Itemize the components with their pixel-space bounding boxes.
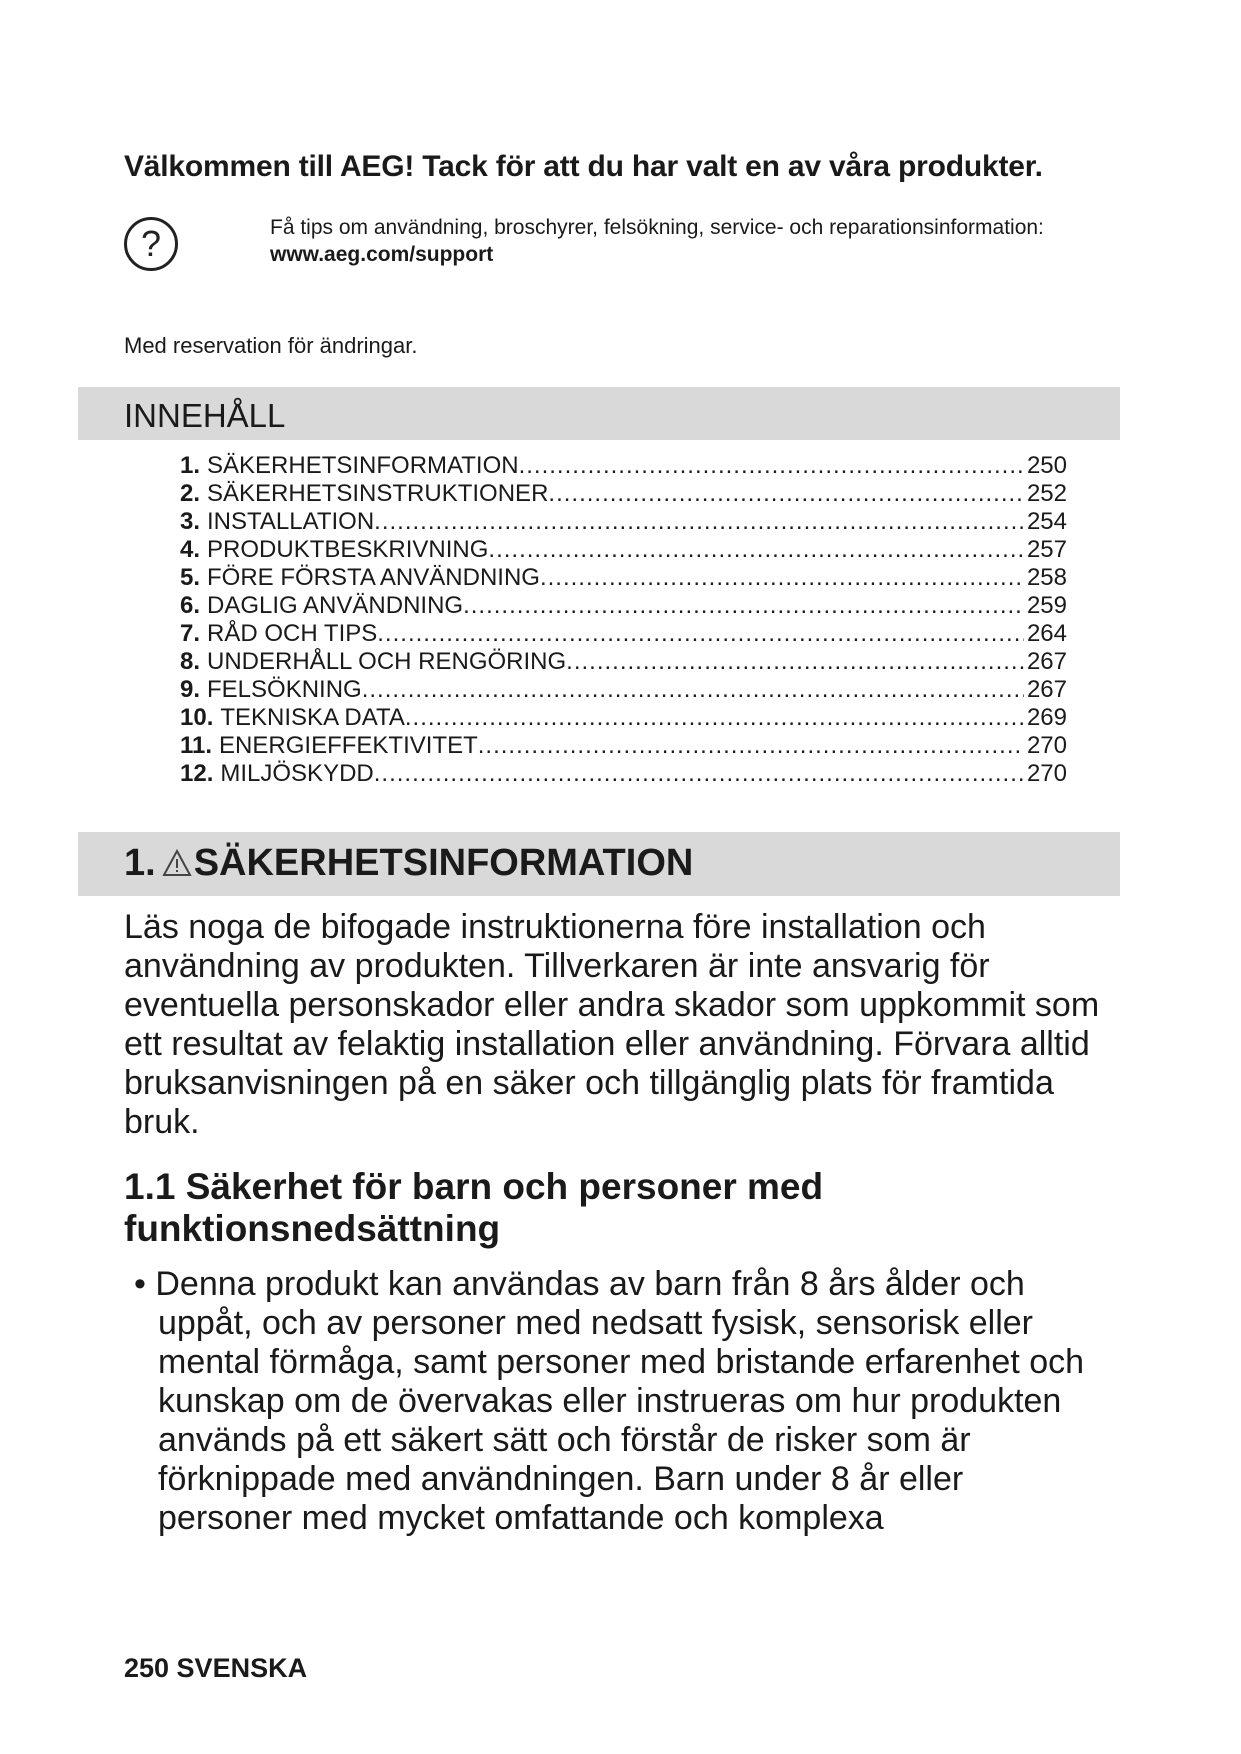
toc-item[interactable] (180, 676, 1067, 704)
toc-item-page: 250 (1026, 452, 1067, 479)
table-of-contents (180, 452, 1067, 788)
toc-item-label: RÅD OCH TIPS (207, 620, 378, 647)
toc-item[interactable] (180, 620, 1067, 648)
toc-item-label: INSTALLATION (207, 508, 375, 535)
page-footer: 250 SVENSKA (124, 1653, 308, 1683)
support-link[interactable]: www.aeg.com/support (270, 243, 494, 266)
toc-item[interactable] (180, 704, 1067, 732)
section-number: 1. (124, 842, 156, 884)
toc-leader-dots (463, 592, 1024, 620)
warning-triangle-icon (162, 844, 192, 887)
toc-item-number: 5. (180, 564, 201, 591)
toc-item-number: 7. (180, 620, 201, 647)
toc-item-page: 252 (1026, 480, 1067, 507)
intro-paragraph: Läs noga de bifogade instruktionerna före installation och användning av produkten. Tillverkaren är inte ansvarig för eventuella personskador eller andra skador som uppkommit som ett resultat av felaktig installation eller användning. Förvara alltid bruksanvisningen på en säker och tillgänglig plats för framtida bruk. (124, 908, 1100, 1141)
toc-item[interactable] (180, 648, 1067, 676)
toc-leader-dots (566, 648, 1024, 676)
toc-leader-dots (478, 732, 1024, 760)
toc-item-number: 11. (180, 732, 213, 759)
toc-item-page: 267 (1026, 648, 1067, 675)
question-circle-icon: ? (124, 217, 178, 271)
toc-leader-dots (405, 704, 1024, 732)
toc-item-number: 1. (180, 452, 201, 479)
toc-item-page: 270 (1026, 732, 1067, 759)
toc-item-label: SÄKERHETSINSTRUKTIONER (207, 480, 549, 507)
toc-item[interactable] (180, 564, 1067, 592)
support-info (270, 214, 1044, 268)
toc-item[interactable] (180, 508, 1067, 536)
toc-item[interactable] (180, 732, 1067, 760)
disclaimer: Med reservation för ändringar. (124, 333, 418, 358)
toc-item-page: 267 (1026, 676, 1067, 703)
toc-item-number: 3. (180, 508, 201, 535)
toc-leader-dots (377, 620, 1024, 648)
toc-item-label: FELSÖKNING (207, 676, 362, 703)
section-title (124, 842, 693, 887)
toc-item-number: 9. (180, 676, 201, 703)
bullet-item: • Denna produkt kan användas av barn från 8 års ålder och uppåt, och av personer med nedsatt fysisk, sensorisk eller mental förmåga, samt personer med bristande erfarenhet och kunskap om de övervakas eller instrueras om hur produkten används på ett säkert sätt och förstår de risker som är förknippade med användningen. Barn under 8 år eller personer med mycket omfattande och komplexa (134, 1265, 1085, 1537)
toc-item-number: 8. (180, 648, 201, 675)
toc-item-number: 12. (180, 760, 214, 787)
toc-item[interactable] (180, 592, 1067, 620)
toc-item-label: ENERGIEFFEKTIVITET (219, 732, 478, 759)
toc-item[interactable] (180, 536, 1067, 564)
toc-leader-dots (548, 480, 1024, 508)
toc-item-page: 258 (1026, 564, 1067, 591)
toc-item-label: MILJÖSKYDD (220, 760, 374, 787)
toc-leader-dots (488, 536, 1024, 564)
subsection-title: 1.1 Säkerhet för barn och personer med funktionsnedsättning (124, 1166, 824, 1249)
toc-leader-dots (374, 508, 1024, 536)
toc-item[interactable] (180, 452, 1067, 480)
toc-item-number: 6. (180, 592, 201, 619)
toc-item-page: 269 (1026, 704, 1067, 731)
toc-item-page: 264 (1026, 620, 1067, 647)
toc-leader-dots (519, 452, 1024, 480)
toc-item-label: DAGLIG ANVÄNDNING (207, 592, 464, 619)
toc-item-number: 2. (180, 480, 201, 507)
toc-item-page: 259 (1026, 592, 1067, 619)
welcome-heading: Välkommen till AEG! Tack för att du har valt en av våra produkter. (124, 150, 1043, 183)
toc-item-number: 10. (180, 704, 214, 731)
toc-item[interactable] (180, 480, 1067, 508)
toc-leader-dots (362, 676, 1024, 704)
section-title-text: SÄKERHETSINFORMATION (193, 842, 694, 884)
toc-leader-dots (374, 760, 1024, 788)
toc-item-page: 270 (1026, 760, 1067, 787)
toc-item[interactable] (180, 760, 1067, 788)
toc-item-label: FÖRE FÖRSTA ANVÄNDNING (207, 564, 540, 591)
toc-item-label: PRODUKTBESKRIVNING (207, 536, 489, 563)
toc-item-number: 4. (180, 536, 201, 563)
toc-title: INNEHÅLL (124, 397, 286, 434)
toc-leader-dots (540, 564, 1024, 592)
support-text: Få tips om användning, broschyrer, felsökning, service- och reparationsinformation: (270, 216, 1044, 239)
toc-item-page: 254 (1026, 508, 1067, 535)
toc-item-label: TEKNISKA DATA (220, 704, 405, 731)
toc-item-label: UNDERHÅLL OCH RENGÖRING (207, 648, 567, 675)
toc-item-page: 257 (1026, 536, 1067, 563)
toc-item-label: SÄKERHETSINFORMATION (207, 452, 519, 479)
